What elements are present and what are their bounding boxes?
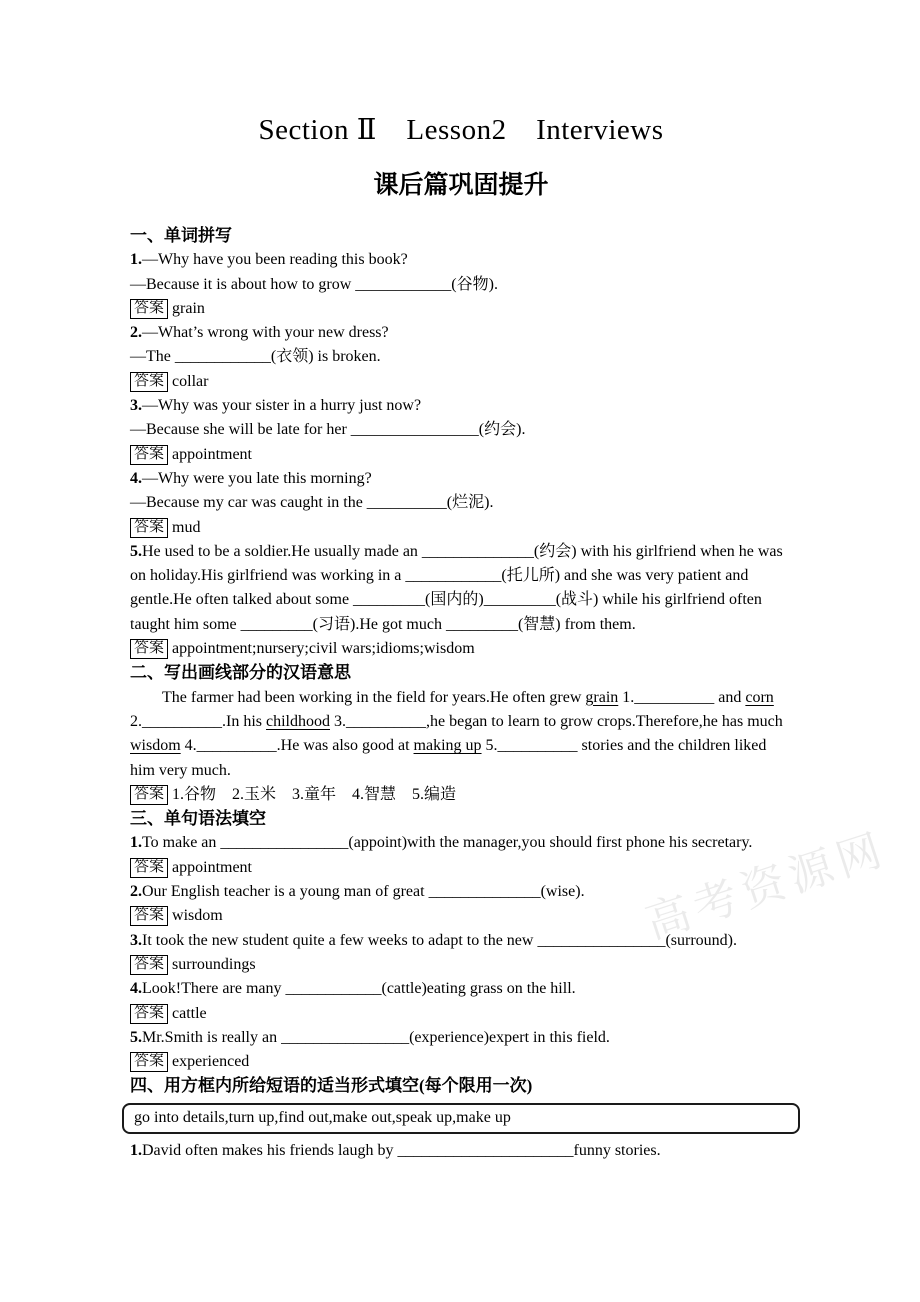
exercise-line <box>130 540 792 637</box>
answer-line <box>130 953 792 977</box>
answer-text: cattle <box>172 1004 207 1022</box>
item-number: 5. <box>130 1028 142 1046</box>
item-number: 1. <box>130 834 142 852</box>
text-run: 5.__________ stories and the children liked him very much. <box>130 737 767 779</box>
answer-text: wisdom <box>172 907 223 925</box>
exercise-line <box>130 491 792 515</box>
answer-label: 答案 <box>130 299 168 319</box>
exercise-line <box>130 929 792 953</box>
exercise-line <box>130 977 792 1001</box>
answer-label: 答案 <box>130 445 168 465</box>
answer-text: appointment <box>172 858 252 876</box>
phrase-box <box>122 1103 800 1134</box>
exercise-line <box>130 467 792 491</box>
answer-line <box>130 370 792 394</box>
underlined-word: making up <box>413 737 482 755</box>
section-heading: 三、单句语法填空 <box>130 809 266 829</box>
text-run: 3.__________,he began to learn to grow crops.Therefore,he has much <box>330 712 783 730</box>
answer-line <box>130 904 792 928</box>
answer-label: 答案 <box>130 518 168 538</box>
answer-text: appointment <box>172 445 252 463</box>
exercise-line <box>130 248 792 272</box>
text-run: It took the new student quite a few weeks to adapt to the new ________________(surround). <box>142 931 737 949</box>
text-run: —Why was your sister in a hurry just now? <box>142 397 422 415</box>
text-run: David often makes his friends laugh by ______________________funny stories. <box>142 1141 661 1159</box>
item-number: 2. <box>130 883 142 901</box>
section-heading: 四、用方框内所给短语的适当形式填空(每个限用一次) <box>130 1076 533 1096</box>
exercise-line <box>130 686 792 783</box>
page-title: Section Ⅱ Lesson2 Interviews <box>258 114 664 146</box>
answer-label: 答案 <box>130 1004 168 1024</box>
text-run: —Why have you been reading this book? <box>142 251 408 269</box>
answer-line <box>130 1002 792 1026</box>
exercise-line <box>130 880 792 904</box>
answer-label: 答案 <box>130 372 168 392</box>
item-number: 1. <box>130 1141 142 1159</box>
text-run: Look!There are many ____________(cattle)eating grass on the hill. <box>142 980 576 998</box>
exercise-line <box>130 394 792 418</box>
page-subtitle: 课后篇巩固提升 <box>373 172 549 199</box>
text-run: —The ____________(衣领) is broken. <box>130 348 381 366</box>
answer-label: 答案 <box>130 785 168 805</box>
answer-text: surroundings <box>172 955 256 973</box>
exercise-line <box>130 273 792 297</box>
exercise-line <box>130 1026 792 1050</box>
underlined-word: wisdom <box>130 737 181 755</box>
answer-label: 答案 <box>130 906 168 926</box>
underlined-word: corn <box>745 688 774 706</box>
phrase-list: go into details,turn up,find out,make out,speak up,make up <box>134 1108 511 1126</box>
answer-label: 答案 <box>130 639 168 659</box>
text-run: —Why were you late this morning? <box>142 469 372 487</box>
text-run: —What’s wrong with your new dress? <box>142 324 389 342</box>
answer-label: 答案 <box>130 1052 168 1072</box>
answer-text: mud <box>172 518 201 536</box>
text-run: —Because it is about how to grow ____________(谷物). <box>130 275 498 293</box>
exercise-line <box>130 321 792 345</box>
answer-line <box>130 297 792 321</box>
answer-line <box>130 443 792 467</box>
exercise-line <box>130 345 792 369</box>
text-run: —Because she will be late for her ________________(约会). <box>130 421 526 439</box>
answer-text: collar <box>172 372 209 390</box>
answer-text: 1.谷物 2.玉米 3.童年 4.智慧 5.编造 <box>172 785 457 803</box>
answer-line <box>130 516 792 540</box>
answer-text: grain <box>172 299 205 317</box>
text-run: Our English teacher is a young man of great ______________(wise). <box>142 883 585 901</box>
answer-text: appointment;nursery;civil wars;idioms;wisdom <box>172 640 475 658</box>
text-run: —Because my car was caught in the __________(烂泥). <box>130 494 494 512</box>
text-run: Mr.Smith is really an ________________(experience)expert in this field. <box>142 1028 610 1046</box>
page-body <box>130 0 792 1163</box>
section-heading: 二、写出画线部分的汉语意思 <box>130 663 351 683</box>
item-number: 1. <box>130 251 142 269</box>
item-number: 3. <box>130 931 142 949</box>
exercise-line <box>130 831 792 855</box>
item-number: 4. <box>130 980 142 998</box>
text-run: 1.__________ and <box>618 688 746 706</box>
answer-line <box>130 856 792 880</box>
answer-label: 答案 <box>130 858 168 878</box>
item-number: 5. <box>130 542 142 560</box>
answer-line <box>130 637 792 661</box>
underlined-word: childhood <box>266 712 330 730</box>
item-number: 3. <box>130 397 142 415</box>
answer-line <box>130 783 792 807</box>
answer-text: experienced <box>172 1053 250 1071</box>
underlined-word: grain <box>585 688 619 706</box>
item-number: 2. <box>130 324 142 342</box>
exercise-line <box>130 1139 792 1163</box>
content <box>130 224 792 1163</box>
text-run: 4.__________.He was also good at <box>180 737 414 755</box>
answer-label: 答案 <box>130 955 168 975</box>
text-run: 2.__________.In his <box>130 712 266 730</box>
item-number: 4. <box>130 469 142 487</box>
answer-line <box>130 1050 792 1074</box>
exercise-line <box>130 418 792 442</box>
text-run: He used to be a soldier.He usually made an ______________(约会) with his girlfriend when he was on holiday.His girlfriend was working in a ____________(托儿所) and she was very patient and gentle.He often talked about some _________(国内的)_________(战斗) while his girlfriend often taught him some _________(习语).He got much _________(智慧) from them. <box>130 542 783 633</box>
section-heading: 一、单词拼写 <box>130 226 232 245</box>
text-run: The farmer had been working in the field for years.He often grew <box>162 688 586 706</box>
text-run: To make an ________________(appoint)with the manager,you should first phone his secretary. <box>142 834 753 852</box>
watermark: 高考资源网 <box>639 824 893 949</box>
